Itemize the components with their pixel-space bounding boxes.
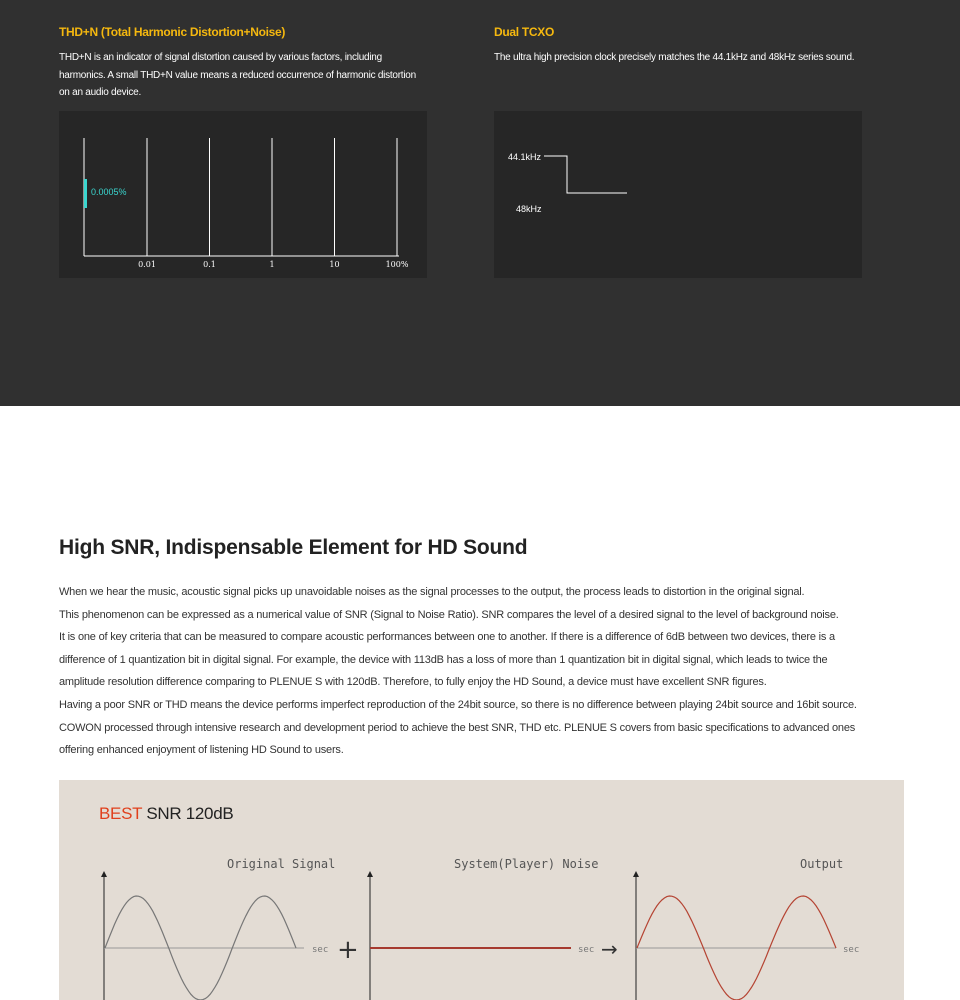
original-sec-label: sec [312, 945, 329, 955]
tcxo-description: The ultra high precision clock precisely matches the 44.1kHz and 48kHz series sound. [494, 52, 855, 63]
thd-tick-label: 0.01 [138, 260, 156, 269]
noise-y-arrow [367, 871, 373, 877]
arrow-right-icon: → [601, 937, 618, 961]
snr-body-line: offering enhanced enjoyment of listening HD Sound to users. [59, 744, 344, 757]
thd-chart-svg [59, 111, 427, 278]
output-sec-label: sec [843, 945, 860, 955]
snr-diagram-panel [59, 780, 904, 1000]
snr-body-line: Having a poor SNR or THD means the device performs imperfect reproduction of the 24bit source, so there is no difference between playing 24bit source and 16bit source. [59, 698, 857, 711]
output-y-arrow [633, 871, 639, 877]
best-snr-value: SNR 120dB [141, 804, 234, 823]
tcxo-label-48: 48kHz [516, 204, 542, 214]
tcxo-label-441: 44.1kHz [508, 152, 542, 162]
thd-value-bar [84, 179, 87, 208]
best-word: BEST [99, 804, 142, 823]
thd-feature [59, 25, 427, 102]
original-signal-label: Original Signal [227, 857, 336, 871]
snr-heading: High SNR, Indispensable Element for HD Sound [59, 536, 528, 559]
original-y-arrow [101, 871, 107, 877]
thd-tick-label: 1 [269, 260, 275, 269]
thd-value-label: 0.0005% [91, 187, 127, 197]
snr-body-text [59, 581, 919, 762]
snr-body-line: COWON processed through intensive research and development period to achieve the best SNR, THD etc. PLENUE S covers from basic specifications to advanced ones [59, 721, 856, 734]
dark-feature-section [0, 0, 960, 406]
thd-description: THD+N is an indicator of signal distortion caused by various factors, including harmonics. A small THD+N value means a reduced occurrence of harmonic distortion on an audio device. [59, 52, 416, 98]
noise-sec-label: sec [578, 945, 595, 955]
noise-label: System(Player) Noise [454, 857, 599, 871]
plus-icon: + [337, 935, 359, 965]
snr-body-line: When we hear the music, acoustic signal picks up unavoidable noises as the signal processes to the output, the process leads to distortion in the original signal. [59, 586, 805, 598]
snr-body-line: amplitude resolution difference comparing to PLENUE S with 120dB. Therefore, to fully enjoy the HD Sound, a device must have excellent SNR figures. [59, 676, 767, 689]
tcxo-title: Dual TCXO [494, 25, 554, 39]
output-label: Output [800, 857, 844, 871]
tcxo-chart-svg [494, 111, 862, 278]
tcxo-clock-line [544, 156, 627, 193]
snr-body-line: This phenomenon can be expressed as a numerical value of SNR (Signal to Noise Ratio). SNR compares the level of a desired signal to the level of background noise. [59, 608, 839, 621]
tcxo-chart [494, 111, 862, 278]
tcxo-feature [494, 25, 862, 67]
thd-tick-label: 0.1 [203, 260, 216, 269]
thd-tick-label: 10 [329, 260, 340, 269]
snr-body-line: It is one of key criteria that can be measured to compare acoustic performances between one to another. If there is a difference of 6dB between two devices, there is a [59, 631, 835, 644]
snr-diagram [59, 780, 904, 1000]
thd-title: THD+N (Total Harmonic Distortion+Noise) [59, 25, 286, 39]
thd-tick-label: 100% [385, 260, 409, 269]
thd-chart [59, 111, 427, 278]
snr-body-line: difference of 1 quantization bit in digital signal. For example, the device with 113dB has a loss of more than 1 quantization bit in digital signal, which leads to twice the [59, 653, 828, 666]
